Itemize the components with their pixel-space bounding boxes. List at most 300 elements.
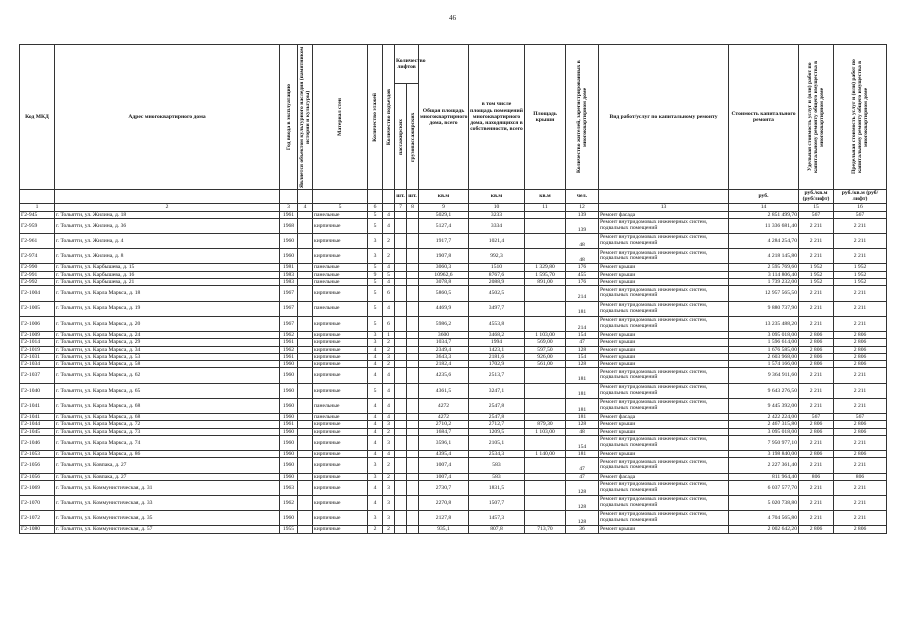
cell-unit-cost: 2 211	[799, 286, 834, 301]
cell-work-type: Ремонт внутридомовых инженерных систем, подвальных помещений	[599, 480, 729, 495]
cell-code: Г2-1053	[20, 451, 55, 458]
cell-year: 1960	[280, 249, 298, 264]
cell-code: Г2-1040	[20, 383, 55, 398]
cell-code: Г2-992	[20, 279, 55, 286]
table-row	[20, 346, 887, 353]
cell-cost: 1 739 232,00	[729, 279, 799, 286]
cell-unit-cost: 1 952	[799, 279, 834, 286]
cell-lifts-cargo	[407, 271, 419, 278]
unit-people: чел.	[566, 190, 599, 204]
cell-roof-area: 926,00	[525, 353, 566, 360]
column-number-row	[20, 203, 887, 211]
cell-max-cost: 2 211	[834, 458, 887, 473]
header-code: Код МКД	[20, 45, 55, 190]
cell-max-cost: 567	[834, 211, 887, 218]
header-heritage	[298, 45, 313, 190]
cell-entrances: 3	[383, 496, 395, 511]
cell-roof-area	[525, 368, 566, 383]
cell-roof-area	[525, 301, 566, 316]
cell-area-owned: 1702,9	[469, 361, 525, 368]
cell-max-cost: 2 211	[834, 316, 887, 331]
cell-area-total: 4272	[419, 398, 469, 413]
cell-lifts-cargo	[407, 451, 419, 458]
cell-area-total: 10962,6	[419, 271, 469, 278]
cell-entrances: 2	[383, 339, 395, 346]
cell-floors: 4	[368, 496, 383, 511]
header-max-cost-text: Предельная стоимость услуг и (или) работ по капитальному ремонту общего имущества в многоквартирном доме	[851, 59, 869, 175]
cell-year: 1962	[280, 496, 298, 511]
cell-floors: 5	[368, 218, 383, 233]
cell-code: Г2-1005	[20, 301, 55, 316]
cell-lifts-pass	[395, 368, 407, 383]
cell-lifts-cargo	[407, 301, 419, 316]
cell-lifts-cargo	[407, 458, 419, 473]
cell-work-type: Ремонт внутридомовых инженерных систем, подвальных помещений	[599, 511, 729, 526]
cell-unit-cost: 2 806	[799, 428, 834, 435]
cell-heritage	[298, 264, 313, 271]
cell-lifts-cargo	[407, 428, 419, 435]
cell-lifts-pass	[395, 218, 407, 233]
table-row	[20, 361, 887, 368]
cell-residents: 128	[566, 346, 599, 353]
cell-address: г. Тольятти, ул. Карла Маркса, д. 74	[55, 435, 280, 450]
header-cost: Стоимость капитального ремонта	[729, 45, 799, 190]
cell-unit-cost: 567	[799, 413, 834, 420]
cell-max-cost: 1 952	[834, 279, 887, 286]
cell-roof-area	[525, 511, 566, 526]
cell-address: г. Тольятти, ул. Карла Маркса, д. 53	[55, 353, 280, 360]
cell-material: панельные	[313, 271, 368, 278]
cell-code: Г2-1041	[20, 413, 55, 420]
table-row	[20, 526, 887, 533]
cell-residents: 181	[566, 413, 599, 420]
table-row	[20, 383, 887, 398]
cell-code: Г2-974	[20, 249, 55, 264]
cell-floors: 4	[368, 398, 383, 413]
cell-max-cost: 2 211	[834, 511, 887, 526]
cell-area-total: 2270,8	[419, 496, 469, 511]
column-number: 11	[525, 203, 566, 211]
cell-material: панельные	[313, 264, 368, 271]
cell-unit-cost: 2 806	[799, 361, 834, 368]
cell-year: 1960	[280, 398, 298, 413]
cell-lifts-pass	[395, 480, 407, 495]
cell-unit-cost: 2 211	[799, 249, 834, 264]
header-residents	[566, 45, 599, 190]
cell-year: 1961	[280, 339, 298, 346]
cell-year: 1968	[280, 218, 298, 233]
cell-max-cost: 2 211	[834, 249, 887, 264]
cell-area-total: 5986,2	[419, 316, 469, 331]
cell-lifts-cargo	[407, 361, 419, 368]
cell-area-total: 5029,1	[419, 211, 469, 218]
cell-area-owned: 2712,7	[469, 421, 525, 428]
cell-code: Г2-1019	[20, 346, 55, 353]
cell-lifts-cargo	[407, 435, 419, 450]
cell-area-owned: 3497,7	[469, 301, 525, 316]
cell-material: панельные	[313, 211, 368, 218]
cell-cost: 9 643 276,50	[729, 383, 799, 398]
cell-lifts-pass	[395, 526, 407, 533]
cell-lifts-cargo	[407, 286, 419, 301]
cell-entrances: 2	[383, 473, 395, 480]
cell-area-total: 2127,8	[419, 511, 469, 526]
cell-entrances: 4	[383, 211, 395, 218]
cell-max-cost: 2 211	[834, 218, 887, 233]
unit-sqm-3: кв.м	[525, 190, 566, 204]
cell-residents: 48	[566, 428, 599, 435]
cell-code: Г2-1072	[20, 511, 55, 526]
table-row	[20, 249, 887, 264]
cell-heritage	[298, 383, 313, 398]
cell-entrances: 4	[383, 383, 395, 398]
cell-lifts-cargo	[407, 353, 419, 360]
cell-area-owned: 3334	[469, 218, 525, 233]
cell-max-cost: 2 211	[834, 496, 887, 511]
cell-material: кирпичные	[313, 435, 368, 450]
cell-address: г. Тольятти, ул. Карла Маркса, д. 62	[55, 368, 280, 383]
cell-residents: 47	[566, 339, 599, 346]
cell-address: г. Тольятти, ул. Карла Маркса, д. 86	[55, 451, 280, 458]
table-body	[20, 211, 887, 533]
cell-floors: 4	[368, 361, 383, 368]
cell-material: кирпичные	[313, 218, 368, 233]
cell-roof-area	[525, 383, 566, 398]
cell-year: 1961	[280, 353, 298, 360]
cell-area-total: 2710,2	[419, 421, 469, 428]
cell-heritage	[298, 526, 313, 533]
cell-material: кирпичные	[313, 451, 368, 458]
cell-residents: 47	[566, 473, 599, 480]
cell-material: кирпичные	[313, 511, 368, 526]
cell-roof-area	[525, 473, 566, 480]
cell-year: 1960	[280, 451, 298, 458]
cell-area-total: 3078,8	[419, 279, 469, 286]
cell-year: 1967	[280, 286, 298, 301]
cell-code: Г2-1069	[20, 480, 55, 495]
cell-heritage	[298, 218, 313, 233]
cell-area-owned: 2181,6	[469, 353, 525, 360]
cell-heritage	[298, 234, 313, 249]
cell-address: г. Тольятти, ул. Жилина, д. 4	[55, 234, 280, 249]
header-max-cost	[834, 45, 887, 190]
cell-entrances: 6	[383, 286, 395, 301]
cell-roof-area: 879,30	[525, 421, 566, 428]
cell-address: г. Тольятти, ул. Ковпака, д. 27	[55, 458, 280, 473]
cell-work-type: Ремонт крыши	[599, 526, 729, 533]
cell-material: кирпичные	[313, 428, 368, 435]
cell-cost: 811 964,40	[729, 473, 799, 480]
unit-rub: руб.	[729, 190, 799, 204]
cell-roof-area	[525, 496, 566, 511]
table-row	[20, 264, 887, 271]
cell-roof-area: 891,00	[525, 279, 566, 286]
cell-work-type: Ремонт крыши	[599, 279, 729, 286]
cell-code: Г2-945	[20, 211, 55, 218]
cell-cost: 2 422 224,00	[729, 413, 799, 420]
cell-cost: 4 704 565,80	[729, 511, 799, 526]
cell-area-owned: 2547,8	[469, 398, 525, 413]
cell-max-cost: 1 952	[834, 264, 887, 271]
cell-heritage	[298, 286, 313, 301]
cell-entrances: 2	[383, 346, 395, 353]
cell-year: 1960	[280, 234, 298, 249]
cell-work-type: Ремонт крыши	[599, 428, 729, 435]
cell-cost: 3 095 018,00	[729, 428, 799, 435]
cell-code: Г2-1045	[20, 428, 55, 435]
cell-year: 1960	[280, 413, 298, 420]
cell-area-total: 3596,1	[419, 435, 469, 450]
cell-address: г. Тольятти, ул. Жилина, д. 8	[55, 249, 280, 264]
cell-year: 1960	[280, 428, 298, 435]
cell-code: Г2-961	[20, 234, 55, 249]
cell-entrances: 3	[383, 435, 395, 450]
header-lifts: Количество лифтов	[395, 45, 419, 84]
cell-unit-cost: 567	[799, 211, 834, 218]
cell-address: г. Тольятти, ул. Коммунистическая, д. 57	[55, 526, 280, 533]
cell-year: 1983	[280, 271, 298, 278]
cell-residents: 128	[566, 480, 599, 495]
cell-lifts-cargo	[407, 398, 419, 413]
cell-material: кирпичные	[313, 480, 368, 495]
cell-entrances: 4	[383, 398, 395, 413]
cell-code: Г2-1031	[20, 353, 55, 360]
header-unit-cost-text: Удельная стоимость услуг и (или) работ по капитальному ремонту общего имущества в многоквартирном доме	[807, 60, 825, 174]
cell-material: кирпичные	[313, 353, 368, 360]
cell-year: 1961	[280, 211, 298, 218]
cell-code: Г2-1080	[20, 526, 55, 533]
cell-lifts-pass	[395, 458, 407, 473]
cell-floors: 4	[368, 346, 383, 353]
cell-year: 1967	[280, 301, 298, 316]
cell-entrances: 5	[383, 271, 395, 278]
cell-cost: 2 002 642,20	[729, 526, 799, 533]
cell-entrances: 2	[383, 428, 395, 435]
cell-max-cost: 2 806	[834, 526, 887, 533]
column-number: 1	[20, 203, 55, 211]
cell-material: кирпичные	[313, 496, 368, 511]
cell-heritage	[298, 249, 313, 264]
table-row	[20, 451, 887, 458]
cell-address: г. Тольятти, ул. Карла Маркса, д. 68	[55, 413, 280, 420]
cell-work-type: Ремонт крыши	[599, 339, 729, 346]
cell-residents: 36	[566, 526, 599, 533]
cell-entrances: 4	[383, 451, 395, 458]
cell-lifts-pass	[395, 331, 407, 338]
cell-material: панельные	[313, 413, 368, 420]
column-number: 12	[566, 203, 599, 211]
cell-area-owned: 2547,8	[469, 413, 525, 420]
cell-lifts-pass	[395, 361, 407, 368]
cell-material: панельные	[313, 279, 368, 286]
cell-material: кирпичные	[313, 361, 368, 368]
cell-entrances: 2	[383, 526, 395, 533]
cell-work-type: Ремонт крыши	[599, 361, 729, 368]
cell-floors: 2	[368, 526, 383, 533]
cell-floors: 3	[368, 458, 383, 473]
cell-area-owned: 1831,5	[469, 480, 525, 495]
cell-cost: 11 336 681,40	[729, 218, 799, 233]
cell-address: г. Тольятти, ул. Карбышева, д. 21	[55, 279, 280, 286]
cell-code: Г2-1004	[20, 286, 55, 301]
cell-address: г. Тольятти, ул. Карбышева, д. 15	[55, 264, 280, 271]
cell-area-total: 4361,5	[419, 383, 469, 398]
cell-lifts-cargo	[407, 511, 419, 526]
cell-roof-area: 569,00	[525, 339, 566, 346]
cell-entrances: 2	[383, 458, 395, 473]
cell-material: кирпичные	[313, 473, 368, 480]
header-floors	[368, 45, 383, 190]
cell-code: Г2-991	[20, 271, 55, 278]
cell-floors: 5	[368, 286, 383, 301]
cell-area-owned: 1209,5	[469, 428, 525, 435]
cell-residents: 128	[566, 421, 599, 428]
cell-floors: 3	[368, 234, 383, 249]
cell-max-cost: 2 211	[834, 234, 887, 249]
cell-entrances: 3	[383, 480, 395, 495]
cell-lifts-cargo	[407, 496, 419, 511]
cell-roof-area	[525, 435, 566, 450]
cell-area-owned: 1510	[469, 264, 525, 271]
cell-floors: 5	[368, 301, 383, 316]
cell-heritage	[298, 398, 313, 413]
cell-floors: 5	[368, 264, 383, 271]
cell-unit-cost: 2 211	[799, 301, 834, 316]
cell-floors: 5	[368, 383, 383, 398]
cell-cost: 1 596 614,00	[729, 339, 799, 346]
cell-cost: 2 227 361,40	[729, 458, 799, 473]
cell-material: кирпичные	[313, 458, 368, 473]
column-number: 10	[469, 203, 525, 211]
cell-code: Г2-1034	[20, 361, 55, 368]
cell-heritage	[298, 339, 313, 346]
cell-roof-area: 1 329,80	[525, 264, 566, 271]
cell-cost: 9 445 392,00	[729, 398, 799, 413]
cell-lifts-pass	[395, 279, 407, 286]
cell-lifts-pass	[395, 316, 407, 331]
cell-floors: 3	[368, 249, 383, 264]
cell-unit-cost: 2 806	[799, 346, 834, 353]
cell-material: кирпичные	[313, 368, 368, 383]
cell-material: кирпичные	[313, 286, 368, 301]
cell-address: г. Тольятти, ул. Карла Маркса, д. 19	[55, 301, 280, 316]
table-header	[20, 45, 887, 212]
cell-area-total: 4235,6	[419, 368, 469, 383]
cell-max-cost: 2 806	[834, 339, 887, 346]
cell-residents: 154	[566, 353, 599, 360]
cell-area-total: 2349,4	[419, 346, 469, 353]
cell-work-type: Ремонт внутридомовых инженерных систем, подвальных помещений	[599, 435, 729, 450]
cell-lifts-cargo	[407, 316, 419, 331]
cell-roof-area	[525, 413, 566, 420]
cell-max-cost: 2 806	[834, 331, 887, 338]
cell-floors: 4	[368, 428, 383, 435]
table-row	[20, 428, 887, 435]
page-number: 46	[449, 14, 456, 22]
cell-cost: 1 676 585,00	[729, 346, 799, 353]
cell-year: 1960	[280, 511, 298, 526]
cell-material: панельные	[313, 398, 368, 413]
cell-area-owned: 583	[469, 473, 525, 480]
column-number: 6	[368, 203, 383, 211]
cell-lifts-pass	[395, 301, 407, 316]
cell-area-owned: 3468,2	[469, 331, 525, 338]
cell-max-cost: 2 211	[834, 435, 887, 450]
cell-cost: 2 603 968,00	[729, 353, 799, 360]
cell-residents: 181	[566, 301, 599, 316]
cell-area-total: 4395,4	[419, 451, 469, 458]
cell-cost: 9 880 737,90	[729, 301, 799, 316]
cell-work-type: Ремонт внутридомовых инженерных систем, подвальных помещений	[599, 496, 729, 511]
cell-area-owned: 2513,7	[469, 368, 525, 383]
cell-material: кирпичные	[313, 346, 368, 353]
cell-max-cost: 2 806	[834, 361, 887, 368]
column-number: 13	[599, 203, 729, 211]
cell-unit-cost: 2 806	[799, 331, 834, 338]
cell-area-total: 3060,3	[419, 264, 469, 271]
table-row	[20, 286, 887, 301]
cell-heritage	[298, 480, 313, 495]
cell-unit-cost: 1 952	[799, 271, 834, 278]
cell-heritage	[298, 316, 313, 331]
cell-area-total: 4469,9	[419, 301, 469, 316]
cell-heritage	[298, 361, 313, 368]
cell-work-type: Ремонт внутридомовых инженерных систем, подвальных помещений	[599, 301, 729, 316]
cell-heritage	[298, 511, 313, 526]
cell-unit-cost: 2 806	[799, 353, 834, 360]
cell-cost: 13 235 488,20	[729, 316, 799, 331]
cell-area-total: 2182,4	[419, 361, 469, 368]
cell-lifts-cargo	[407, 383, 419, 398]
column-number: 15	[799, 203, 834, 211]
cell-entrances: 4	[383, 279, 395, 286]
cell-area-total: 1684,7	[419, 428, 469, 435]
cell-area-owned: 992,3	[469, 249, 525, 264]
cell-lifts-cargo	[407, 413, 419, 420]
cell-roof-area	[525, 316, 566, 331]
cell-lifts-pass	[395, 286, 407, 301]
cell-unit-cost: 2 211	[799, 458, 834, 473]
cell-lifts-cargo	[407, 234, 419, 249]
cell-work-type: Ремонт внутридомовых инженерных систем, подвальных помещений	[599, 398, 729, 413]
cell-material: кирпичные	[313, 249, 368, 264]
cell-year: 1960	[280, 458, 298, 473]
table-row	[20, 279, 887, 286]
table-row	[20, 368, 887, 383]
cell-area-owned: 4553,8	[469, 316, 525, 331]
cell-lifts-pass	[395, 211, 407, 218]
capital-repair-register-table	[19, 44, 887, 534]
cell-material: кирпичные	[313, 526, 368, 533]
table-row	[20, 353, 887, 360]
cell-year: 1955	[280, 526, 298, 533]
cell-lifts-pass	[395, 473, 407, 480]
cell-residents: 128	[566, 361, 599, 368]
cell-max-cost: 2 211	[834, 301, 887, 316]
cell-work-type: Ремонт крыши	[599, 451, 729, 458]
cell-cost: 3 198 840,00	[729, 451, 799, 458]
cell-code: Г2-1056	[20, 458, 55, 473]
cell-unit-cost: 2 211	[799, 511, 834, 526]
cell-work-type: Ремонт внутридомовых инженерных систем, подвальных помещений	[599, 316, 729, 331]
column-number: 7	[395, 203, 407, 211]
table-row	[20, 398, 887, 413]
cell-entrances: 4	[383, 218, 395, 233]
header-address: Адрес многоквартирного дома	[55, 45, 280, 190]
cell-year: 1960	[280, 361, 298, 368]
cell-area-owned: 583	[469, 458, 525, 473]
cell-code: Г2-1037	[20, 368, 55, 383]
